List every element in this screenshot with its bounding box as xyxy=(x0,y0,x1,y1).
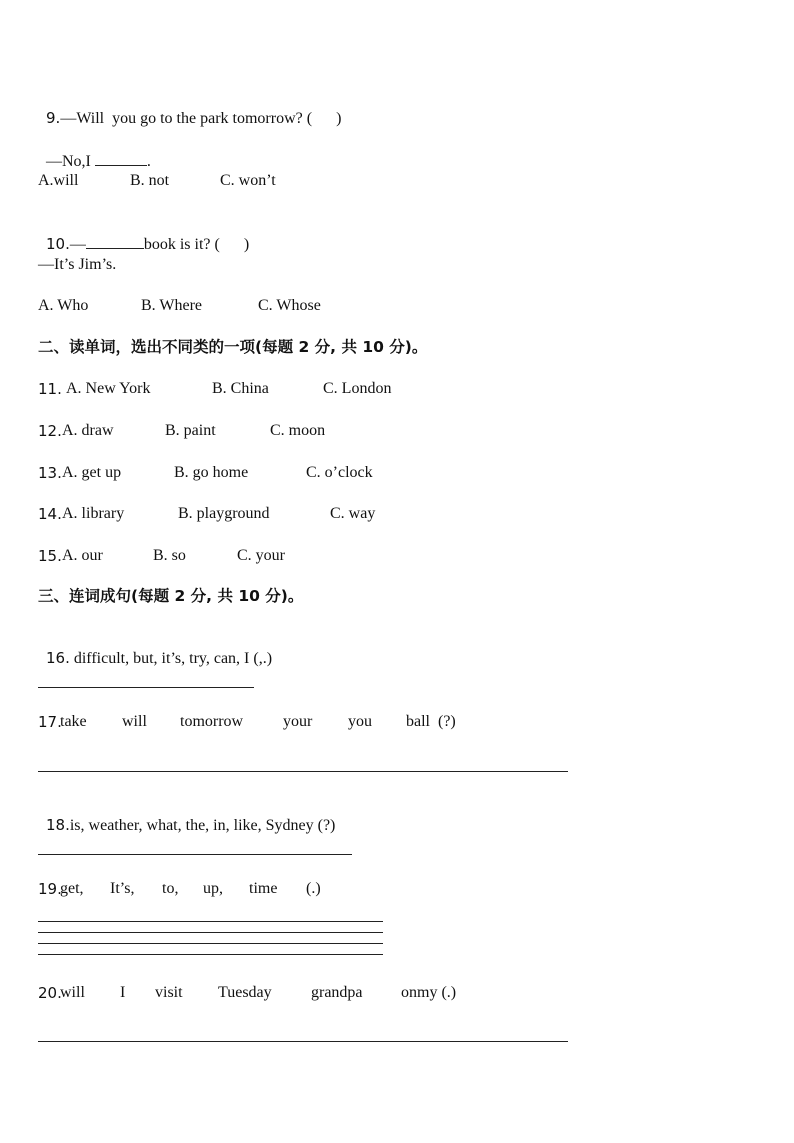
q18-text: is, weather, what, the, in, like, Sydney (?) xyxy=(69,817,336,834)
q19-word: (.) xyxy=(306,880,321,897)
q9-option-b[interactable]: B. not xyxy=(130,172,170,189)
q17-word: take xyxy=(60,713,87,730)
q10-option-b[interactable]: B. Where xyxy=(141,297,203,314)
q15-option-c[interactable]: C. your xyxy=(237,547,285,564)
q9-option-a[interactable]: A.will xyxy=(38,172,79,189)
q20-word: will xyxy=(60,984,85,1001)
q10-option-c[interactable]: C. Whose xyxy=(258,297,321,314)
q19-word: up, xyxy=(203,880,223,897)
q13-option-c[interactable]: C. o’clock xyxy=(306,464,373,481)
q15-option-b[interactable]: B. so xyxy=(153,547,186,564)
q19-word: It’s, xyxy=(110,880,135,897)
q18-number: 18. xyxy=(46,816,70,834)
q9-reply-prefix: —No,I xyxy=(46,153,95,170)
q19-answer-line[interactable] xyxy=(38,921,383,922)
q13-option-b[interactable]: B. go home xyxy=(174,464,249,481)
q19-word: get, xyxy=(60,880,84,897)
q20-word: onmy (.) xyxy=(401,984,457,1001)
q12-number: 12. xyxy=(38,422,62,440)
q12-option-c[interactable]: C. moon xyxy=(270,422,326,439)
q10-stem-suffix: book is it? ( ) xyxy=(143,236,250,253)
q11-option-c[interactable]: C. London xyxy=(323,380,392,397)
q9-reply-suffix: . xyxy=(146,153,151,170)
q20-word: I xyxy=(120,984,126,1001)
q17-word: will xyxy=(122,713,147,730)
section2-heading: 二、读单词，选出不同类的一项(每题 2 分, 共 10 分)。 xyxy=(38,338,428,356)
q20-word: visit xyxy=(155,984,183,1001)
q14-option-a[interactable]: A. library xyxy=(62,505,125,522)
q17-row xyxy=(38,712,478,732)
q16-text: difficult, but, it’s, try, can, I (,.) xyxy=(69,650,273,667)
q15-number: 15. xyxy=(38,547,62,565)
q11-number: 11. xyxy=(38,380,62,398)
q19-row xyxy=(38,879,458,899)
q13-option-a[interactable]: A. get up xyxy=(62,464,122,481)
q17-word: you xyxy=(348,713,372,730)
q9-number: 9. xyxy=(46,109,61,127)
q17-word: your xyxy=(283,713,313,730)
q9-option-c[interactable]: C. won’t xyxy=(220,172,276,189)
q15-row xyxy=(38,546,458,566)
q9-stem xyxy=(38,88,341,129)
q10-reply: —It’s Jim’s. xyxy=(38,256,117,273)
q10-answer-blank[interactable] xyxy=(86,233,144,249)
q17-answer-line[interactable] xyxy=(38,771,568,772)
q14-option-c[interactable]: C. way xyxy=(330,505,376,522)
q13-row xyxy=(38,463,458,483)
q16-answer-line[interactable] xyxy=(38,687,254,688)
q12-option-a[interactable]: A. draw xyxy=(62,422,114,439)
q10-options xyxy=(38,296,438,316)
section3-heading: 三、连词成句(每题 2 分, 共 10 分)。 xyxy=(38,587,304,605)
q14-number: 14. xyxy=(38,505,62,523)
q13-number: 13. xyxy=(38,464,62,482)
q9-stem-text: —Will you go to the park tomorrow? ( ) xyxy=(60,110,342,127)
q18-answer-line[interactable] xyxy=(38,854,352,855)
q10-number: 10. xyxy=(46,235,70,253)
q20-row xyxy=(38,983,498,1003)
q10-option-a[interactable]: A. Who xyxy=(38,297,89,314)
q12-option-b[interactable]: B. paint xyxy=(165,422,216,439)
q20-word: grandpa xyxy=(311,984,363,1001)
q15-option-a[interactable]: A. our xyxy=(62,547,103,564)
q17-word: ball (?) xyxy=(406,713,456,730)
q14-row xyxy=(38,504,458,524)
q17-word: tomorrow xyxy=(180,713,244,730)
q9-reply xyxy=(38,130,151,172)
q19-word: to, xyxy=(162,880,179,897)
q9-options xyxy=(38,171,438,191)
q19-answer-line[interactable] xyxy=(38,943,383,944)
q14-option-b[interactable]: B. playground xyxy=(178,505,270,522)
q16-row xyxy=(38,628,272,669)
q20-answer-line[interactable] xyxy=(38,1041,568,1042)
q16-number: 16. xyxy=(46,649,70,667)
q20-number: 20. xyxy=(38,984,62,1002)
q19-answer-line[interactable] xyxy=(38,954,383,955)
q20-word: Tuesday xyxy=(218,984,272,1001)
q12-row xyxy=(38,421,458,441)
q11-option-b[interactable]: B. China xyxy=(212,380,269,397)
q10-stem xyxy=(38,213,249,255)
q9-answer-blank[interactable] xyxy=(95,150,147,166)
q17-number: 17. xyxy=(38,713,62,731)
q19-word: time xyxy=(249,880,278,897)
q10-stem-prefix: — xyxy=(69,236,86,253)
q11-option-a[interactable]: A. New York xyxy=(66,380,151,397)
q19-answer-line[interactable] xyxy=(38,932,383,933)
q19-number: 19. xyxy=(38,880,62,898)
q11-row xyxy=(38,379,458,399)
q18-row xyxy=(38,795,335,836)
